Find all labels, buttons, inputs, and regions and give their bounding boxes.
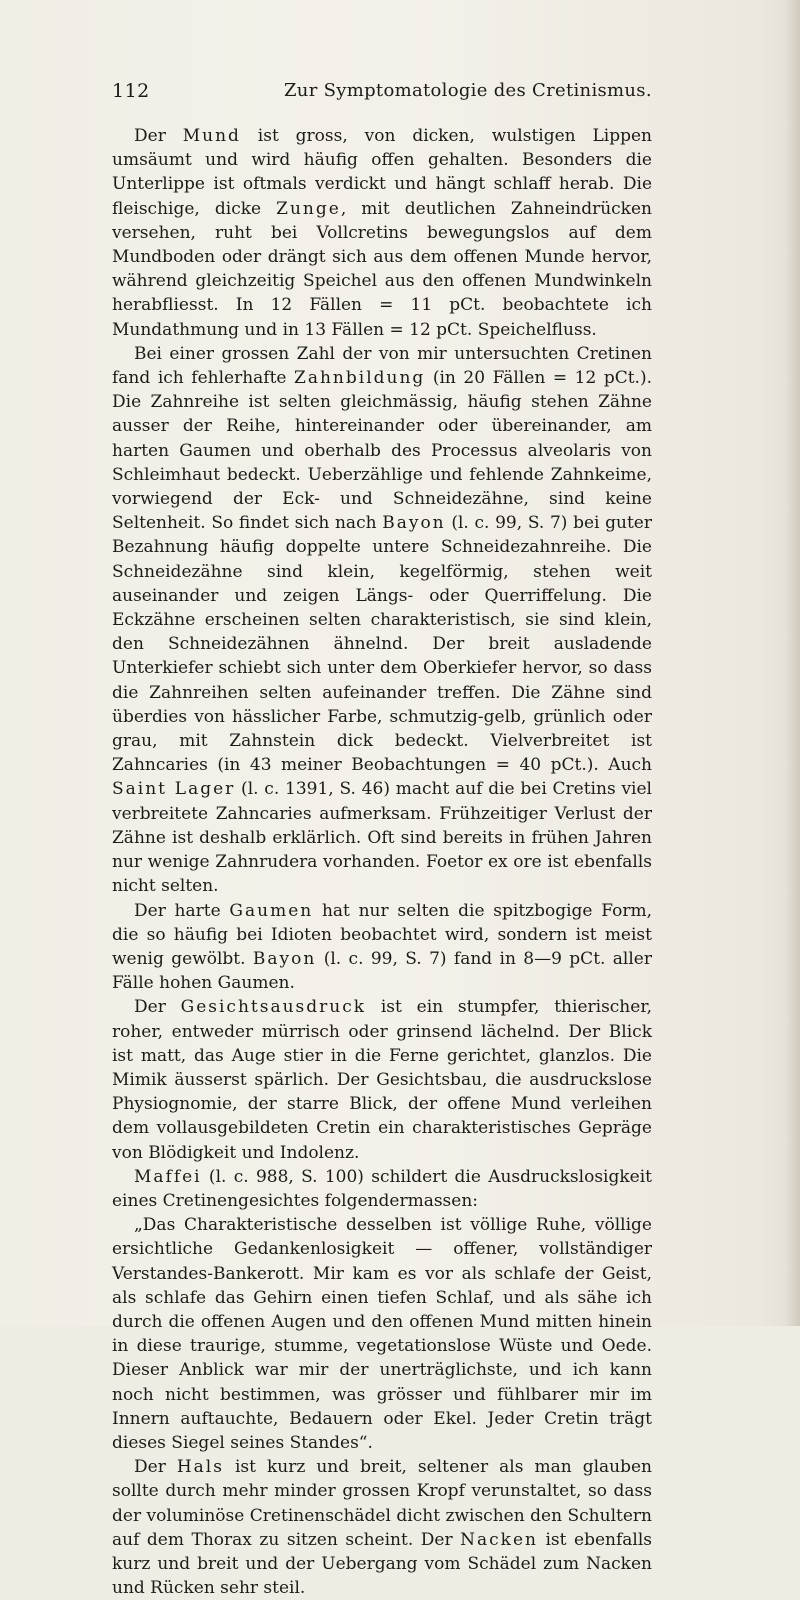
text-run: hat nur selten die spitzbogige Form, die so häufig bei Idioten beobachtet wird, sondern ist meist wenig gewölbt. [112, 900, 652, 969]
body-text [112, 124, 652, 1600]
running-head [112, 80, 672, 108]
text-run: „Das Charakteristische desselben ist völlige Ruhe, völlige ersichtliche Gedankenlosigkeit — offener, vollständiger Verstandes-Bankerott. Mir kam es vor als schlafe der Geist, als schlafe das Gehirn einen tiefen Schlaf, und als sähe ich durch die offenen Augen und den offenen Mund mitten hinein in diese traurige, stumme, vegetationslose Wüste und Oede. Dieser Anblick war mir der unerträglichste, und ich kann noch nicht bestimmen, was grösser und fühlbarer mir im Innern auftauchte, Bedauern oder Ekel. Jeder Cretin trägt dieses Siegel seines Standes“. [112, 1215, 652, 1453]
paragraph [112, 995, 652, 1164]
text-run: ist ein stumpfer, thierischer, roher, entweder mürrisch oder grinsend lächelnd. Der Blick ist matt, das Auge stier in die Ferne gerichtet, glanzlos. Die Mimik äusserst spärlich. Der Gesichtsbau, die ausdruckslose Physiognomie, der starre Blick, der offene Mund verleihen dem vollausgebildeten Cretin ein charakteristisches Gepräge von Blödigkeit und Indolenz. [112, 997, 652, 1163]
paragraph [112, 899, 652, 996]
text-run: (l. c. 988, S. 100) schildert die Ausdruckslosigkeit eines Cretinengesichtes folgendermassen: [112, 1166, 652, 1211]
text-run: (l. c. 1391, S. 46) macht auf die bei Cretins viel verbreitete Zahncaries aufmerksam. Frühzeitiger Verlust der Zähne ist deshalb erklärlich. Oft sind bereits in frühen Jahren nur wenige Zahnrudera vorhanden. Foetor ex ore ist ebenfalls nicht selten. [112, 779, 652, 897]
text-run: (l. c. 99, S. 7) bei guter Bezahnung häufig doppelte untere Schneidezahnreihe. Die Schneidezähne sind klein, kegelförmig, stehen weit auseinander und zeigen Längs- oder Querriffelung. Die Eckzähne erscheinen selten charakteristisch, sie sind klein, den Schneidezähnen ähnelnd. Der breit ausladende Unterkiefer schiebt sich unter dem Oberkiefer hervor, so dass die Zahnreihen selten aufeinander treffen. Die Zähne sind überdies von hässlicher Farbe, schmutzig-gelb, grünlich oder grau, mit Zahnstein dick bedeckt. Vielverbreitet ist Zahncaries (in 43 meiner Beobachtungen = 40 pCt.). Auch [112, 513, 652, 776]
text-run: (l. c. 99, S. 7) fand in 8—9 pCt. aller Fälle hohen Gaumen. [112, 948, 652, 994]
spaced-emphasis: Bayon [252, 948, 317, 969]
text-run: Der [134, 1457, 177, 1478]
paragraph [112, 124, 652, 342]
text-run: Der [134, 126, 183, 146]
page-edge-shadow [786, 0, 800, 1326]
text-run: (in 20 Fällen = 12 pCt.). Die Zahnreihe ist selten gleichmässig, häufig stehen Zähne ausser der Reihe, hintereinander oder übereinander, am harten Gaumen und oberhalb des Processus alveolaris von Schleimhaut bedeckt. Ueberzählige und fehlende Zahnkeime, vorwiegend der Eck- und Schneidezähne, sind keine Seltenheit. So findet sich nach [112, 368, 652, 534]
spaced-emphasis: Gaumen [229, 900, 314, 921]
paragraph [112, 342, 652, 899]
spaced-emphasis: Bayon [382, 513, 446, 534]
text-run: Der [134, 997, 181, 1018]
spaced-emphasis: Nacken [460, 1529, 538, 1550]
text-run: Bei einer grossen Zahl der von mir untersuchten Cretinen fand ich fehlerhafte [112, 343, 652, 389]
paragraph [112, 1165, 652, 1213]
spaced-emphasis: Zunge [276, 198, 341, 219]
spaced-emphasis: Saint Lager [112, 779, 236, 800]
spaced-emphasis: Hals [176, 1457, 224, 1478]
spaced-emphasis: Zahnbildung [294, 368, 426, 389]
spaced-emphasis: Gesichtsausdruck [180, 997, 367, 1018]
spaced-emphasis: Maffei [134, 1166, 202, 1187]
text-run: , mit deutlichen Zahneindrücken versehen, ruht bei Vollcretins bewegungslos auf dem Mundboden oder drängt sich aus dem offenen Munde hervor, während gleichzeitig Speichel aus den offenen Mundwinkeln herabfliesst. In 12 Fällen = 11 pCt. beobachtete ich Mundathmung und in 13 Fällen = 12 pCt. Speichelfluss. [112, 198, 652, 340]
paragraph [112, 1455, 652, 1600]
text-run: ist ebenfalls kurz und breit und der Uebergang vom Schädel zum Nacken und Rücken sehr steil. [112, 1529, 652, 1599]
text-run: ist kurz und breit, seltener als man glauben sollte durch mehr minder grossen Kropf verunstaltet, so dass der voluminöse Cretinenschädel dicht zwischen den Schultern auf dem Thorax zu sitzen scheint. Der [112, 1457, 652, 1550]
page-number: 112 [112, 80, 150, 102]
text-run: Der harte [134, 900, 230, 921]
running-title: Zur Symptomatologie des Cretinismus. [284, 80, 652, 101]
spaced-emphasis: Mund [182, 126, 241, 146]
paragraph [112, 1213, 652, 1455]
text-run: ist gross, von dicken, wulstigen Lippen umsäumt und wird häufig offen gehalten. Besonders die Unterlippe ist oftmals verdickt und hängt schlaff herab. Die fleischige, dicke [112, 126, 652, 219]
